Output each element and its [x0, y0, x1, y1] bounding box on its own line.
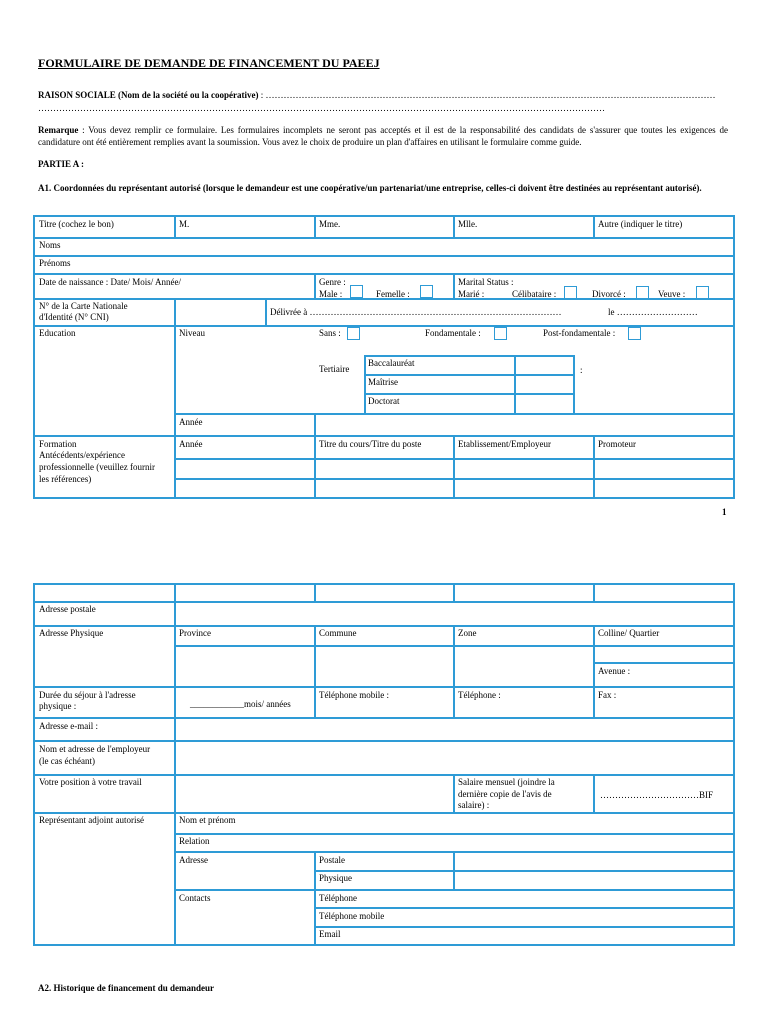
section-a2-heading: A2. Historique de financement du demandeur — [38, 983, 215, 993]
email-label: Adresse e-mail : — [39, 721, 98, 731]
celibataire-label: Célibataire : — [512, 289, 557, 299]
sans-checkbox[interactable] — [347, 327, 360, 340]
divorce-label: Divorcé : — [592, 289, 626, 299]
telephone-label: Téléphone : — [458, 690, 501, 700]
maitrise-label: Maîtrise — [368, 377, 398, 387]
raison-sociale-dots[interactable]: …………………………………………………………………………………………………………………………………… — [265, 90, 716, 100]
adresse-physique-sub-label: Physique — [319, 873, 353, 883]
education-label: Education — [39, 328, 76, 338]
adresse-physique-label: Adresse Physique — [39, 628, 104, 638]
commune-label: Commune — [319, 628, 357, 638]
delivree-field[interactable]: Délivrée à ………………………………………………………………………… — [270, 307, 562, 317]
celibataire-checkbox[interactable] — [564, 286, 577, 299]
male-checkbox[interactable] — [350, 285, 363, 298]
marie-label: Marié : — [458, 289, 485, 299]
salaire-label-3: salaire) : — [458, 800, 490, 810]
tertiaire-label: Tertiaire — [319, 364, 350, 374]
zone-label: Zone — [458, 628, 477, 638]
province-label: Province — [179, 628, 211, 638]
fax-label: Fax : — [598, 690, 617, 700]
noms-label: Noms — [39, 240, 61, 250]
cni-label-line2: d'Identité (N° CNI) — [39, 312, 109, 322]
section-a1-heading: A1. Coordonnées du représentant autorisé (lorsque le demandeur est une coopérative/un partenariat/une entreprise, celles-ci doivent être destinées au représentant autorisé). — [38, 183, 702, 193]
doctorat-label: Doctorat — [368, 396, 400, 406]
adresse-label: Adresse — [179, 855, 208, 865]
fondamentale-label: Fondamentale : — [425, 328, 481, 338]
sans-label: Sans : — [319, 328, 341, 338]
promoteur-header: Promoteur — [598, 439, 636, 449]
duree-sejour-field[interactable]: ____________mois/ années — [190, 699, 291, 709]
titre-option-mlle[interactable]: Mlle. — [458, 219, 478, 229]
raison-sociale-dots-2[interactable]: ……………………………………………………………………………………………………………………………………………………………………… — [38, 103, 605, 113]
veuve-label: Veuve : — [658, 289, 686, 299]
employeur-label-2: (le cas échéant) — [39, 756, 95, 766]
nom-prenom-label: Nom et prénom — [179, 815, 236, 825]
baccalaureat-label: Baccalauréat — [368, 358, 415, 368]
contact-telephone-mobile-label: Téléphone mobile — [319, 911, 385, 921]
form-title: FORMULAIRE DE DEMANDE DE FINANCEMENT DU PAEEJ — [38, 56, 380, 70]
formation-label-4: les références) — [39, 474, 92, 484]
salaire-bif-field[interactable]: ……………………………BIF — [600, 790, 714, 800]
cni-label-line1: N° de la Carte Nationale — [39, 301, 128, 311]
formation-label-3: professionnelle (veuillez fournir — [39, 462, 155, 472]
partie-a-heading: PARTIE A : — [38, 159, 85, 169]
femelle-checkbox[interactable] — [420, 285, 433, 298]
contact-telephone-label: Téléphone — [319, 893, 357, 903]
representant-adjoint-label: Représentant adjoint autorisé — [39, 815, 144, 825]
femelle-label: Femelle : — [376, 289, 410, 299]
raison-sociale-label: RAISON SOCIALE (Nom de la société ou la coopérative) — [38, 90, 259, 100]
male-label: Male : — [319, 289, 343, 299]
remarque-text: : Vous devez remplir ce formulaire. Les formulaires incomplets ne seront pas acceptés et il est de la responsabilité des candidats de s'assurer que toutes les exigences de candidature ont été entièrement remplies avant la soumission. Vous avez le choix de produire un plan d'affaires en utilisant le formulaire comme guide. — [38, 125, 728, 147]
prenoms-label: Prénoms — [39, 258, 71, 268]
tertiaire-colon: : — [580, 365, 583, 375]
formation-label-1: Formation — [39, 439, 77, 449]
formation-annee-header: Année — [179, 439, 203, 449]
salaire-label-2: dernière copie de l'avis de — [458, 789, 552, 799]
relation-label: Relation — [179, 836, 210, 846]
titre-option-autre[interactable]: Autre (indiquer le titre) — [598, 219, 683, 229]
veuve-checkbox[interactable] — [696, 286, 709, 299]
post-fondamentale-checkbox[interactable] — [628, 327, 641, 340]
duree-sejour-label-2: physique : — [39, 701, 77, 711]
titre-cours-header: Titre du cours/Titre du poste — [319, 439, 422, 449]
raison-sociale-line: RAISON SOCIALE (Nom de la société ou la coopérative) : …………………………………………………………………………………………………………………………………… — [38, 90, 716, 100]
salaire-label-1: Salaire mensuel (joindre la — [458, 777, 555, 787]
remarque-paragraph — [38, 124, 728, 148]
colline-quartier-label: Colline/ Quartier — [598, 628, 660, 638]
telephone-mobile-label: Téléphone mobile : — [319, 690, 389, 700]
marital-status-label: Marital Status : — [458, 277, 514, 287]
page-number: 1 — [722, 507, 727, 517]
contacts-label: Contacts — [179, 893, 211, 903]
duree-sejour-label-1: Durée du séjour à l'adresse — [39, 690, 136, 700]
position-travail-label: Votre position à votre travail — [39, 777, 142, 787]
adresse-postale-label: Adresse postale — [39, 604, 96, 614]
avenue-label: Avenue : — [598, 666, 631, 676]
titre-option-mme[interactable]: Mme. — [319, 219, 341, 229]
divorce-checkbox[interactable] — [636, 286, 649, 299]
date-naissance-label: Date de naissance : Date/ Mois/ Année/ — [39, 277, 181, 287]
titre-label: Titre (cochez le bon) — [39, 219, 114, 229]
delivree-date-field[interactable]: le ……………………… — [608, 307, 698, 317]
etablissement-header: Etablissement/Employeur — [458, 439, 551, 449]
formation-label-2: Antécédents/expérience — [39, 450, 125, 460]
titre-option-m[interactable]: M. — [179, 219, 190, 229]
employeur-label-1: Nom et adresse de l'employeur — [39, 744, 151, 754]
niveau-label: Niveau — [179, 328, 205, 338]
annee-label: Année — [179, 417, 203, 427]
adresse-postale-sub-label: Postale — [319, 855, 345, 865]
post-fondamentale-label: Post-fondamentale : — [543, 328, 616, 338]
contact-email-label: Email — [319, 929, 341, 939]
remarque-label: Remarque — [38, 125, 79, 135]
genre-label: Genre : — [319, 277, 346, 287]
fondamentale-checkbox[interactable] — [494, 327, 507, 340]
